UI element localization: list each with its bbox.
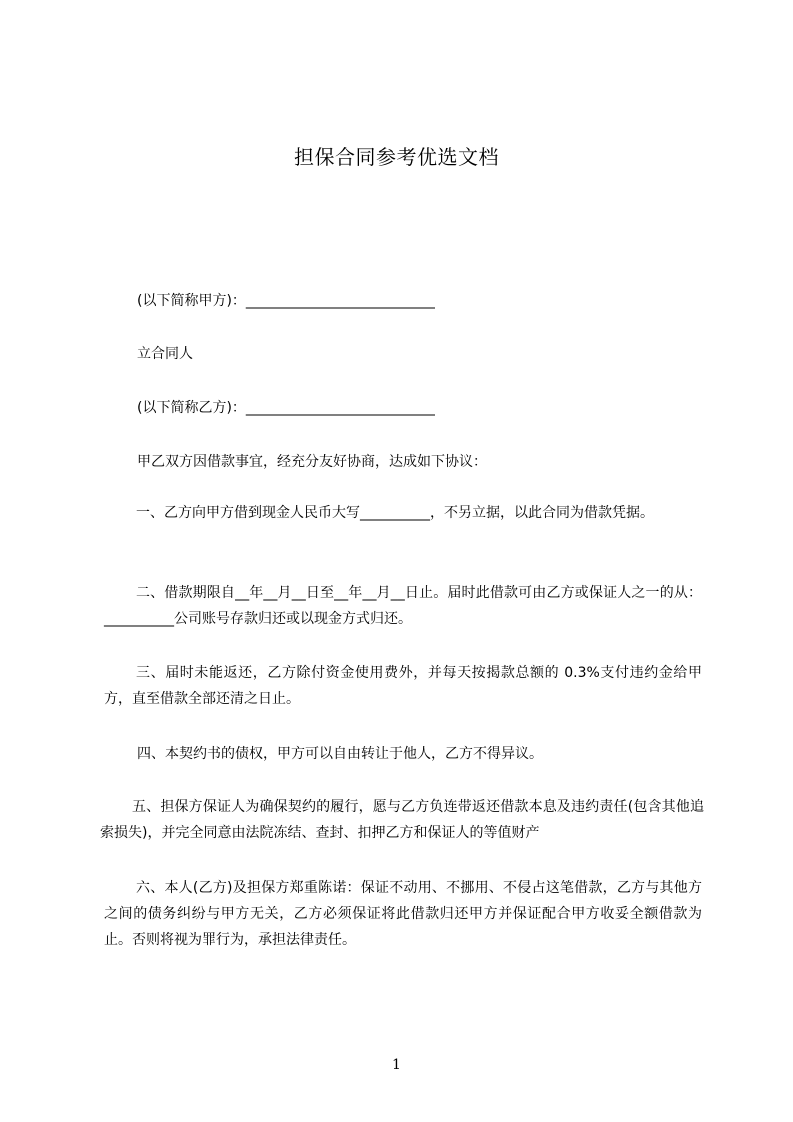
clause-1: 一、乙方向甲方借到现金人民币大写__________，不另立据，以此合同为借款凭据。 bbox=[136, 505, 654, 521]
page-number: 1 bbox=[392, 1057, 401, 1073]
clause-3: 三、届时未能返还，乙方除付资金使用费外，并每天按揭款总额的 0.3%支付违约金给甲方，直至借款全部还清之日止。 bbox=[104, 665, 702, 707]
clause-5: 五、担保方保证人为确保契约的履行，愿与乙方负连带返还借款本息及违约责任(包含其他追索损失)，并完全同意由法院冻结、查封、扣押乙方和保证人的等值财产 bbox=[100, 799, 704, 841]
document-title: 担保合同参考优选文档 bbox=[294, 145, 499, 169]
clause-2: 二、借款期限自__年__月__日至__年__月__日止。届时此借款可由乙方或保证人之一的从：__________公司账号存款归还或以现金方式归还。 bbox=[104, 585, 702, 627]
party-b-line: (以下简称乙方)：___________________________ bbox=[137, 400, 435, 416]
clause-6: 六、本人(乙方)及担保方郑重陈诺：保证不动用、不挪用、不侵占这笔借款，乙方与其他方之间的债务纠纷与甲方无关，乙方必须保证将此借款归还甲方并保证配合甲方收妥全额借款为止。否则将视为罪行为，承担法律责任。 bbox=[104, 880, 702, 948]
party-a-line: (以下简称甲方)：___________________________ bbox=[137, 293, 435, 309]
clause-4: 四、本契约书的债权，甲方可以自由转让于他人，乙方不得异议。 bbox=[137, 746, 543, 762]
preamble-line: 甲乙双方因借款事宜，经充分友好协商，达成如下协议： bbox=[137, 454, 487, 470]
signatory-line: 立合同人 bbox=[137, 346, 193, 362]
